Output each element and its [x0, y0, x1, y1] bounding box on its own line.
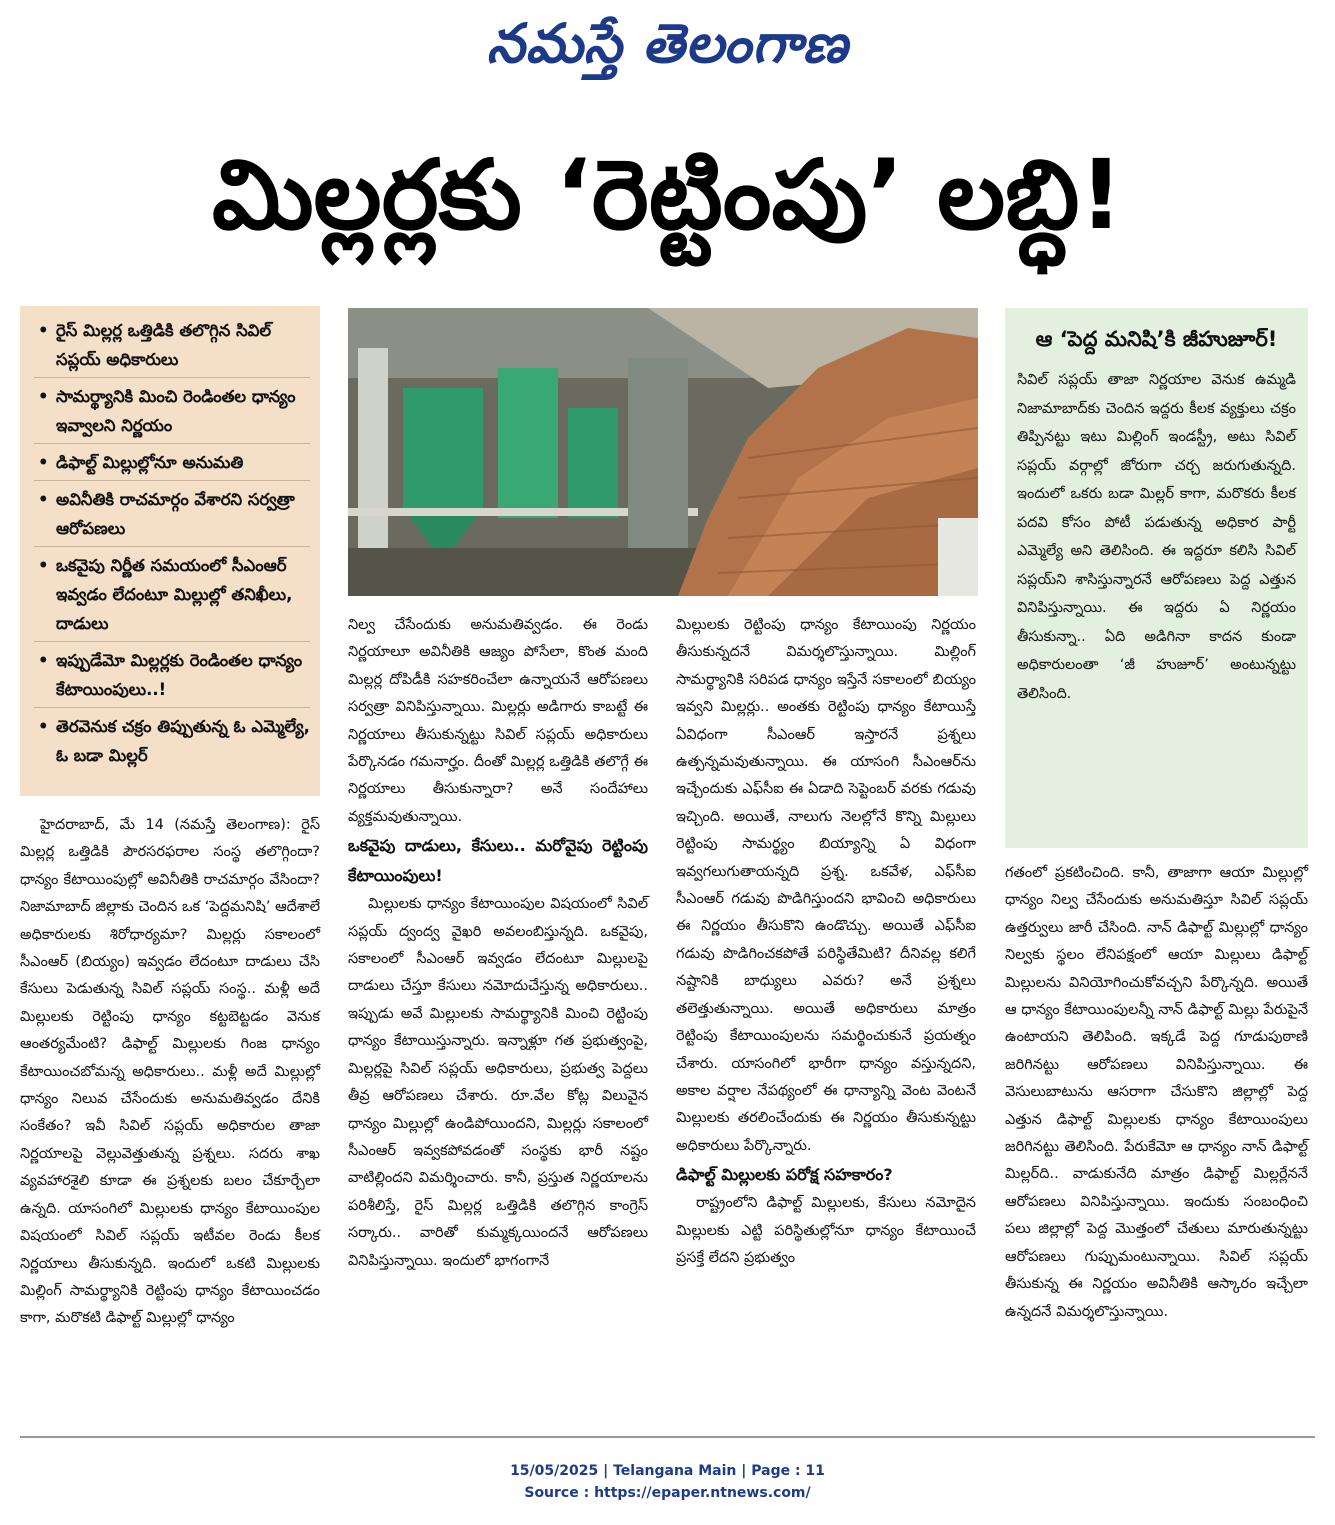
masthead: నమస్తే తెలంగాణ	[486, 11, 849, 75]
subheading: డిఫాల్ట్ మిల్లులకు పరోక్ష సహకారం?	[676, 1165, 893, 1185]
article-text: నిల్వ చేసేందుకు అనుమతివ్వడం. ఈ రెండు నిర్ణయాలూ అవినీతికి ఆజ్యం పోసేలా, కొంత మంది మిల్లర్ల దోపిడీకి సహకరించేలా ఉన్నాయనే ఆరోపణలు సర్వత్రా వినిపిస్తున్నాయి. మిల్లర్లు అడిగారు కాబట్టే ఈ నిర్ణయాలు తీసుకున్నట్టు సివిల్ సప్లయ్ అధికారులు పేర్కొనడం గమనార్హం. దీంతో మిల్లర్ల ఒత్తిడికి తలొగ్గే ఈ నిర్ణయాలు తీసుకున్నారా? అనే సందేహాలు వ్యక్తమవుతున్నాయి.	[348, 617, 648, 825]
highlight-item: • సామర్థ్యానికి మించి రెండింతల ధాన్యం ఇవ్వాలని నిర్ణయం	[34, 382, 310, 444]
article-column-2	[348, 612, 648, 1275]
sidebar-title: ఆ ‘పెద్ద మనిషి’కి జీహుజూర్!	[1035, 327, 1278, 351]
footer-date-page: 15/05/2025 | Telangana Main | Page : 11	[510, 1463, 825, 1479]
highlight-item: • ఇప్పుడేమో మిల్లర్లకు రెండింతల ధాన్యం కేటాయింపులు..!	[34, 646, 310, 708]
rice-mill-photo	[348, 308, 978, 596]
highlight-item: • తెరవెనుక చక్రం తిప్పుతున్న ఓ ఎమ్మెల్యే, ఓ బడా మిల్లర్	[38, 717, 310, 765]
footer-source: Source : https://epaper.ntnews.com/	[524, 1485, 811, 1501]
highlight-item: • రైస్ మిల్లర్ల ఒత్తిడికి తలొగ్గిన సివిల్ సప్లయ్ అధికారులు	[34, 316, 310, 378]
highlight-item: • ఒకవైపు నిర్ణీత సమయంలో సీఎంఆర్ ఇవ్వడం లేదంటూ మిల్లుల్లో తనిఖీలు, దాడులు	[34, 551, 310, 642]
article-text: మిల్లులకు ధాన్యం కేటాయింపుల విషయంలో సివిల్ సప్లయ్ ద్వంద్వ వైఖరి అవలంబిస్తున్నది. ఒకవైపు, సకాలంలో సీఎంఆర్ ఇవ్వడం లేదంటూ మిల్లులపై దాడులు చేస్తూ కేసులు నమోదుచేస్తున్న అధికారులు.. ఇప్పుడు అవే మిల్లులకు సామర్థ్యానికి మించి రెట్టింపు ధాన్యం కేటాయిస్తున్నారు. ఇన్నాళ్లూ గత ప్రభుత్వంపై, మిల్లర్లపై సివిల్ సప్లయ్ అధికారులు, ప్రభుత్వ పెద్దలు తీవ్ర ఆరోపణలు చేశారు. రూ.వేల కోట్ల విలువైన ధాన్యం మిల్లుల్లో ఉండిపోయిందని, మిల్లర్లు సకాలంలో సీఎంఆర్ ఇవ్వకపోవడంతో సంస్థకు భారీ నష్టం వాటిల్లిందని విమర్శించారు. కానీ, ప్రస్తుత నిర్ణయాలను పరిశీలిస్తే, రైస్ మిల్లర్ల ఒత్తిడికి తలొగ్గిన కాంగ్రెస్ సర్కారు.. వారితో కుమ్మక్కయిందనే ఆరోపణలు వినిపిస్తున్నాయి. ఇందులో భాగంగానే	[348, 896, 648, 1269]
highlight-item: • అవినీతికి రాచమార్గం వేశారని సర్వత్రా ఆరోపణలు	[34, 485, 310, 547]
article-text: గతంలో ప్రకటించింది. కానీ, తాజాగా ఆయా మిల్లుల్లో ధాన్యం నిల్వ చేసేందుకు అనుమతిస్తూ సివిల్ సప్లయ్ ఉత్తర్వులు జారీ చేసింది. నాన్ డిఫాల్ట్ మిల్లుల్లో ధాన్యం నిల్వకు స్థలం లేనిపక్షంలో ఆయా మిల్లులు డిఫాల్ట్ మిల్లులను వినియోగించుకోవచ్చని పేర్కొన్నది. అయితే ఆ ధాన్యం కేటాయింపులన్నీ నాన్ డిఫాల్ట్ మిల్లు పేరుపైనే ఉంటాయని తెలిపింది. ఇక్కడే పెద్ద గూడుపుఠాణి జరిగినట్టు ఆరోపణలు వినిపిస్తున్నాయి. ఈ వెసులుబాటును ఆసరాగా చేసుకొని జిల్లాల్లో పెద్ద ఎత్తున డిఫాల్ట్ మిల్లులకు ధాన్యం కేటాయింపులు జరిగినట్టు తెలిసింది. పేరుకేమో ఆ ధాన్యం నాన్ డిఫాల్ట్ మిల్లర్‌ది.. వాడుకునేది మాత్రం డిఫాల్ట్ మిల్లర్లేననే ఆరోపణలు వినిపిస్తున్నాయి. ఇందుకు సంబంధించి పలు జిల్లాల్లో పెద్ద మొత్తంలో చేతులు మారుతున్నట్టు ఆరోపణలు గుప్పుమంటున్నాయి. సివిల్ సప్లయ్ తీసుకున్న ఈ నిర్ణయం అవినీతికి ఆస్కారం ఇచ్చేలా ఉన్నదనే విమర్శలొస్తున్నాయి.	[1005, 865, 1308, 1320]
article-text: హైదరాబాద్, మే 14 (నమస్తే తెలంగాణ): రైస్ మిల్లర్ల ఒత్తిడికి పౌరసరఫరాల సంస్థ తలొగ్గిందా? ధాన్యం కేటాయింపుల్లో అవినీతికి రాచమార్గం వేసిందా? నిజామాబాద్ జిల్లాకు చెందిన ఒక ‘పెద్దమనిషి’ ఆదేశాలే అధికారులకు శిరోధార్యమా? మిల్లర్లు సకాలంలో సీఎంఆర్ (బియ్యం) ఇవ్వడం లేదంటూ దాడులు చేసి కేసులు పెడుతున్న సివిల్ సప్లయ్ సంస్థ.. మళ్లీ అదే మిల్లులకు రెట్టింపు ధాన్యం కట్టబెట్టడం వెనుక ఆంతర్యమేంటి? డిఫాల్ట్ మిల్లులకు గింజ ధాన్యం కేటాయించబోమన్న అధికారులు.. మళ్లీ అదే మిల్లుల్లో ధాన్యం నిలువ చేసేందుకు అనుమతివ్వడం దేనికి సంకేతం? ఇవీ సివిల్ సప్లయ్ అధికారుల తాజా నిర్ణయాలపై వెల్లువెత్తుతున్న ప్రశ్నలు. సదరు శాఖ వ్యవహారశైలి కూడా ఈ ప్రశ్నలకు బలం చేకూర్చేలా ఉన్నది. యాసంగిలో మిల్లులకు ధాన్యం కేటాయింపుల విషయంలో సివిల్ సప్లయ్ ఇటీవల రెండు కీలక నిర్ణయాలు తీసుకున్నది. ఇందులో ఒకటి మిల్లులకు మిల్లింగ్ సామర్థ్యానికి రెట్టింపు ధాన్యం కేటాయించడం కాగా, మరొకటి డిఫాల్ట్ మిల్లుల్లో ధాన్యం	[20, 817, 320, 1327]
sidebar-box	[1005, 308, 1308, 848]
article-column-4	[1005, 860, 1308, 1326]
subheading: ఒకవైపు దాడులు, కేసులు.. మరోవైపు రెట్టింపు కేటాయింపులు!	[348, 836, 648, 886]
article-text: రాష్ట్రంలోని డిఫాల్ట్ మిల్లులకు, కేసులు నమోదైన మిల్లులకు ఎట్టి పరిస్థితుల్లోనూ ధాన్యం కేటాయించే ప్రసక్తే లేదని ప్రభుత్వం	[676, 1195, 976, 1266]
headline: మిల్లర్లకు ‘రెట్టింపు’ లబ్ధి!	[211, 139, 1124, 251]
highlights-box	[20, 306, 320, 796]
highlight-item: • డిఫాల్ట్ మిల్లుల్లోనూ అనుమతి	[34, 448, 310, 481]
sidebar-body: సివిల్ సప్లయ్ తాజా నిర్ణయాల వెనుక ఉమ్మడి నిజామాబాద్‌కు చెందిన ఇద్దరు కీలక వ్యక్తులు చక్రం తిప్పినట్టు ఇటు మిల్లింగ్ ఇండస్ట్రీ, అటు సివిల్ సప్లయ్ వర్గాల్లో జోరుగా చర్చ జరుగుతున్నది. ఇందులో ఒకరు బడా మిల్లర్ కాగా, మరొకరు కీలక పదవి కోసం పోటీ పడుతున్న అధికార పార్టీ ఎమ్మెల్యే అని తెలిసింది. ఈ ఇద్దరూ కలిసి సివిల్ సప్లయ్‌ని శాసిస్తున్నారనే ఆరోపణలు పెద్ద ఎత్తున వినిపిస్తున్నాయి. ఈ ఇద్దరు ఏ నిర్ణయం తీసుకున్నా.. ఏది అడిగినా కాదన కుండా అధికారులంతా ‘జీ హుజూర్’ అంటున్నట్టు తెలిసింది.	[1017, 372, 1296, 702]
article-column-1	[20, 812, 320, 1333]
footer	[0, 1460, 1335, 1504]
footer-divider	[20, 1436, 1315, 1438]
article-column-3	[676, 612, 976, 1272]
rice-mill-illustration	[348, 308, 978, 596]
article-text: మిల్లులకు రెట్టింపు ధాన్యం కేటాయింపు నిర్ణయం తీసుకున్నదనే విమర్శలొస్తున్నాయి. మిల్లింగ్ సామర్థ్యానికి సరిపడ ధాన్యం ఇస్తేనే సకాలంలో బియ్యం ఇవ్వని మిల్లర్లు.. అంతకు రెట్టింపు ధాన్యం కేటాయిస్తే ఏవిధంగా సీఎంఆర్ ఇస్తారనే ప్రశ్నలు ఉత్పన్నమవుతున్నాయి. ఈ యాసంగి సీఎంఆర్‌ను ఇచ్చేందుకు ఎఫ్‌సీఐ ఈ ఏడాది సెప్టెంబర్ వరకు గడువు ఇచ్చింది. అయితే, నాలుగు నెలల్లోనే కొన్ని మిల్లులు రెట్టింపు సామర్థ్యం బియ్యాన్ని ఏ విధంగా ఇవ్వగలుగుతాయన్నది ప్రశ్న. ఒకవేళ, ఎఫ్‌సీఐ సీఎంఆర్ గడువు పొడిగిస్తుందని భావించి అధికారులు ఈ నిర్ణయం తీసుకొని ఉండొచ్చు. అయితే ఎఫ్‌సీఐ గడువు పొడిగించకపోతే పరిస్థితేమిటి? దీనివల్ల కలిగే నష్టానికి బాధ్యులు ఎవరు? అనే ప్రశ్నలు తలెత్తుతున్నాయి. అయితే అధికారులు మాత్రం రెట్టింపు కేటాయింపులను సమర్థించుకునే ప్రయత్నం చేశారు. యాసంగిలో భారీగా ధాన్యం వస్తున్నదని, అకాల వర్షాల నేపథ్యంలో ఈ ధాన్యాన్ని వెంట వెంటనే మిల్లులకు తరలించేందుకు ఈ నిర్ణయం తీసుకున్నట్టు అధికారులు పేర్కొన్నారు.	[676, 617, 976, 1154]
